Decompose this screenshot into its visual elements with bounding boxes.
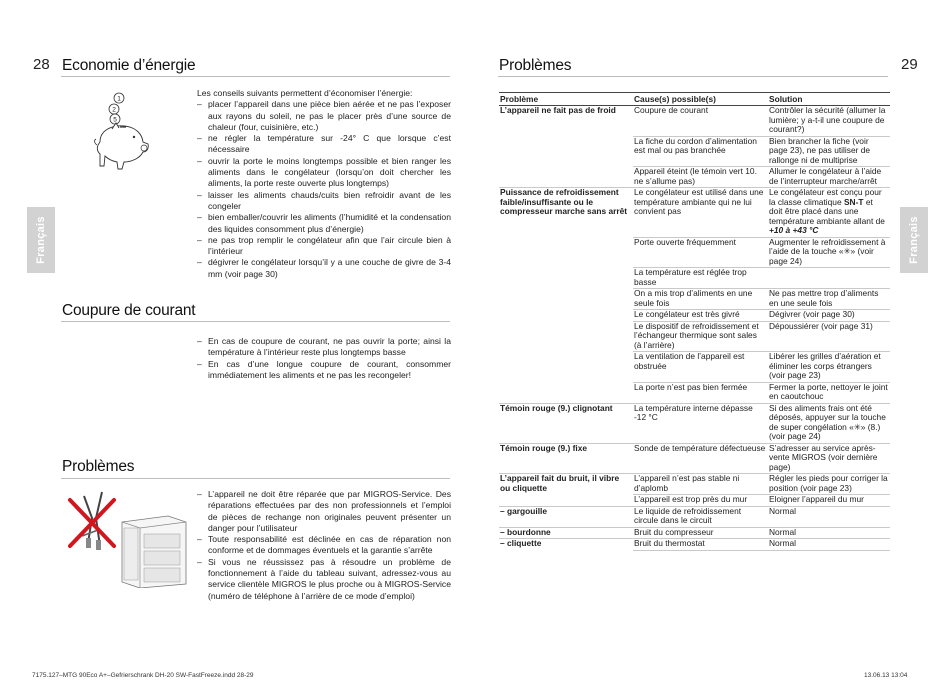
problem-cell: Témoin rouge (9.) fixe — [499, 443, 633, 474]
energy-list — [197, 99, 451, 280]
header-solution: Solution — [768, 93, 890, 106]
cause-cell: On a mis trop d’aliments en une seule fois — [633, 289, 768, 310]
cause-cell: Le congélateur est utilisé dans une température ambiante qui ne lui convient pas — [633, 188, 768, 238]
problem-cell: L’appareil ne fait pas de froid — [499, 106, 633, 188]
power-list — [197, 336, 451, 381]
problems-table — [499, 92, 890, 551]
solution-cell: Ne pas mettre trop d’aliments en une seule fois — [768, 289, 890, 310]
language-tab-label: Français — [908, 216, 920, 264]
solution-cell: Libérer les grilles d’aération et éliminer les corps étrangers (voir page 23) — [768, 352, 890, 383]
problem-cell: – bourdonne — [499, 527, 633, 539]
cause-cell: Bruit du thermostat — [633, 539, 768, 551]
list-item: – ne régler la température sur -24° C que lorsque c’est nécessaire — [197, 133, 451, 156]
right-page-title: Problèmes — [499, 57, 572, 74]
cause-cell: L’appareil n’est pas stable ni d’aplomb — [633, 474, 768, 495]
language-tab-right — [900, 207, 928, 273]
cause-cell: La température interne dépasse -12 °C — [633, 403, 768, 443]
list-item: – En cas d’une longue coupure de courant, consommer immédiatement les aliments et ne pas les recongeler! — [197, 359, 451, 382]
problems-table-wrap — [499, 92, 890, 551]
problem-cell: – gargouille — [499, 506, 633, 527]
solution-cell: Eloigner l’appareil du mur — [768, 495, 890, 507]
problem-cell: Puissance de refroidissement faible/insuffisante ou le compresseur marche sans arrêt — [499, 188, 633, 404]
header-cause: Cause(s) possible(s) — [633, 93, 768, 106]
table-row — [499, 403, 890, 443]
problems-title-rule — [61, 478, 450, 479]
cause-cell: Porte ouverte fréquemment — [633, 237, 768, 268]
coin-1-label: 1 — [117, 95, 121, 103]
solution-cell: Fermer la porte, nettoyer le joint en caoutchouc — [768, 382, 890, 403]
cause-cell: Le congélateur est très givré — [633, 310, 768, 322]
list-item: – Si vous ne réussissez pas à résoudre un problème de fonctionnement à l’aide du tableau suivant, adressez-vous au service clientèle MIGROS le plus proche ou à MIGROS-Service (numéro de téléphone à l’arrière de ce mode d’emploi) — [197, 557, 451, 602]
solution-cell — [768, 268, 890, 289]
list-item: – En cas de coupure de courant, ne pas ouvrir la porte; ainsi la température à l’intérieur reste plus longtemps basse — [197, 336, 451, 359]
page-number-left: 28 — [33, 56, 50, 73]
solution-text: Le congélateur est conçu pour la classe climatique — [769, 187, 882, 207]
solution-cell: Normal — [768, 539, 890, 551]
coin-3-label: 5 — [113, 116, 117, 124]
problems-list — [197, 489, 451, 602]
language-tab-left — [27, 207, 55, 273]
table-row — [499, 474, 890, 495]
page-number-right: 29 — [901, 56, 918, 73]
solution-cell: Bien brancher la fiche (voir page 23), ne pas utiliser de rallonge ni de multiprise — [768, 136, 890, 167]
list-item: – ne pas trop remplir le congélateur afin que l’air circule bien à l’intérieur — [197, 235, 451, 258]
energy-section-title: Economie d’énergie — [62, 57, 196, 74]
problems-notes — [197, 489, 451, 602]
solution-cell: Régler les pieds pour corriger la position (voir page 23) — [768, 474, 890, 495]
piggy-bank-icon — [94, 90, 154, 175]
table-row — [499, 443, 890, 474]
cause-cell: La ventilation de l’appareil est obstruée — [633, 352, 768, 383]
list-item: – L’appareil ne doit être réparée que par MIGROS-Service. Des réparations effectuées par des non professionnels et l’emploi de pièces de rechange non originales peuvent présenter un danger pour l’utilisateur — [197, 489, 451, 534]
cause-cell: La température est réglée trop basse — [633, 268, 768, 289]
table-row — [499, 188, 890, 238]
cause-cell: Le liquide de refroidissement circule dans le circuit — [633, 506, 768, 527]
table-row — [499, 506, 890, 527]
right-title-rule — [498, 76, 888, 77]
solution-cell: Augmenter le refroidissement à l’aide de la touche «✳» (voir page 24) — [768, 237, 890, 268]
solution-cell: Dégivrer (voir page 30) — [768, 310, 890, 322]
energy-tips — [197, 88, 451, 280]
cause-cell: La fiche du cordon d’alimentation est mal ou pas branchée — [633, 136, 768, 167]
solution-cell: S’adresser au service après-vente MIGROS (voir dernière page) — [768, 443, 890, 474]
cause-cell: La porte n’est pas bien fermée — [633, 382, 768, 403]
cause-cell: Coupure de courant — [633, 106, 768, 137]
cause-cell: Bruit du compresseur — [633, 527, 768, 539]
table-row — [499, 106, 890, 137]
power-section-title: Coupure de courant — [62, 302, 196, 319]
power-title-rule — [61, 321, 450, 322]
list-item: – bien emballer/couvrir les aliments (l’humidité et la condensation des liquides consomment plus d’énergie) — [197, 212, 451, 235]
list-item: – Toute responsabilité est déclinée en cas de réparation non conforme et de dommages éventuels et la garantie s’arrête — [197, 534, 451, 557]
solution-cell: Normal — [768, 506, 890, 527]
solution-cell: Contrôler la sécurité (allumer la lumière; y a-t-il une coupure de courant?) — [768, 106, 890, 137]
power-tips — [197, 336, 451, 381]
table-row — [499, 527, 890, 539]
cause-cell: Appareil éteint (le témoin vert 10. ne s’allume pas) — [633, 167, 768, 188]
list-item: – ouvrir la porte le moins longtemps possible et bien ranger les aliments dans le congélateur (lorsqu’on doit chercher les aliments, la porte reste ouverte plus longtemps) — [197, 156, 451, 190]
language-tab-label: Français — [35, 216, 47, 264]
solution-cell: Normal — [768, 527, 890, 539]
energy-intro: Les conseils suivants permettent d’économiser l’énergie: — [197, 88, 413, 98]
cause-cell: Le dispositif de refroidissement et l’échangeur thermique sont sales (à l’arrière) — [633, 321, 768, 352]
list-item: – laisser les aliments chauds/cuits bien refroidir avant de les congeler — [197, 190, 451, 213]
cause-cell: Sonde de température défectueuse — [633, 443, 768, 474]
no-repair-freezer-icon — [62, 488, 192, 588]
energy-title-rule — [61, 76, 450, 77]
cause-cell: L’appareil est trop près du mur — [633, 495, 768, 507]
solution-cell — [768, 188, 890, 238]
coin-2-label: 2 — [112, 106, 116, 114]
footer-date: 13.06.13 13:04 — [864, 672, 908, 679]
solution-cell: Si des aliments frais ont été déposés, appuyer sur la touche de super congélation «✳» (8.) (voir page 24) — [768, 403, 890, 443]
problem-cell: L’appareil fait du bruit, il vibre ou cliquette — [499, 474, 633, 507]
list-item: – dégivrer le congélateur lorsqu’il y a une couche de givre de 3-4 mm (voir page 30) — [197, 257, 451, 280]
header-problem: Problème — [499, 93, 633, 106]
problems-table-body — [499, 106, 890, 551]
solution-cell: Dépoussiérer (voir page 31) — [768, 321, 890, 352]
climate-class: SN-T — [843, 196, 864, 207]
table-row — [499, 539, 890, 551]
list-item: – placer l’appareil dans une pièce bien aérée et ne pas l’exposer aux rayons du soleil, ne pas le placer près d’une source de chaleur (four, cuisinière, etc.) — [197, 99, 451, 133]
solution-text: et doit être placé dans une température ambiante allant de — [769, 196, 885, 226]
problem-cell: – cliquette — [499, 539, 633, 551]
problems-section-title: Problèmes — [62, 458, 135, 475]
problem-cell: Témoin rouge (9.) clignotant — [499, 403, 633, 443]
footer-file-info: 7175.127–MTG 90Eco A+–Gefrierschrank DH-20 SW-FastFreeze.indd 28-29 — [32, 672, 254, 679]
solution-cell: Allumer le congélateur à l’aide de l’interrupteur marche/arrêt — [768, 167, 890, 188]
temperature-range: +10 à +43 °C — [769, 225, 819, 235]
